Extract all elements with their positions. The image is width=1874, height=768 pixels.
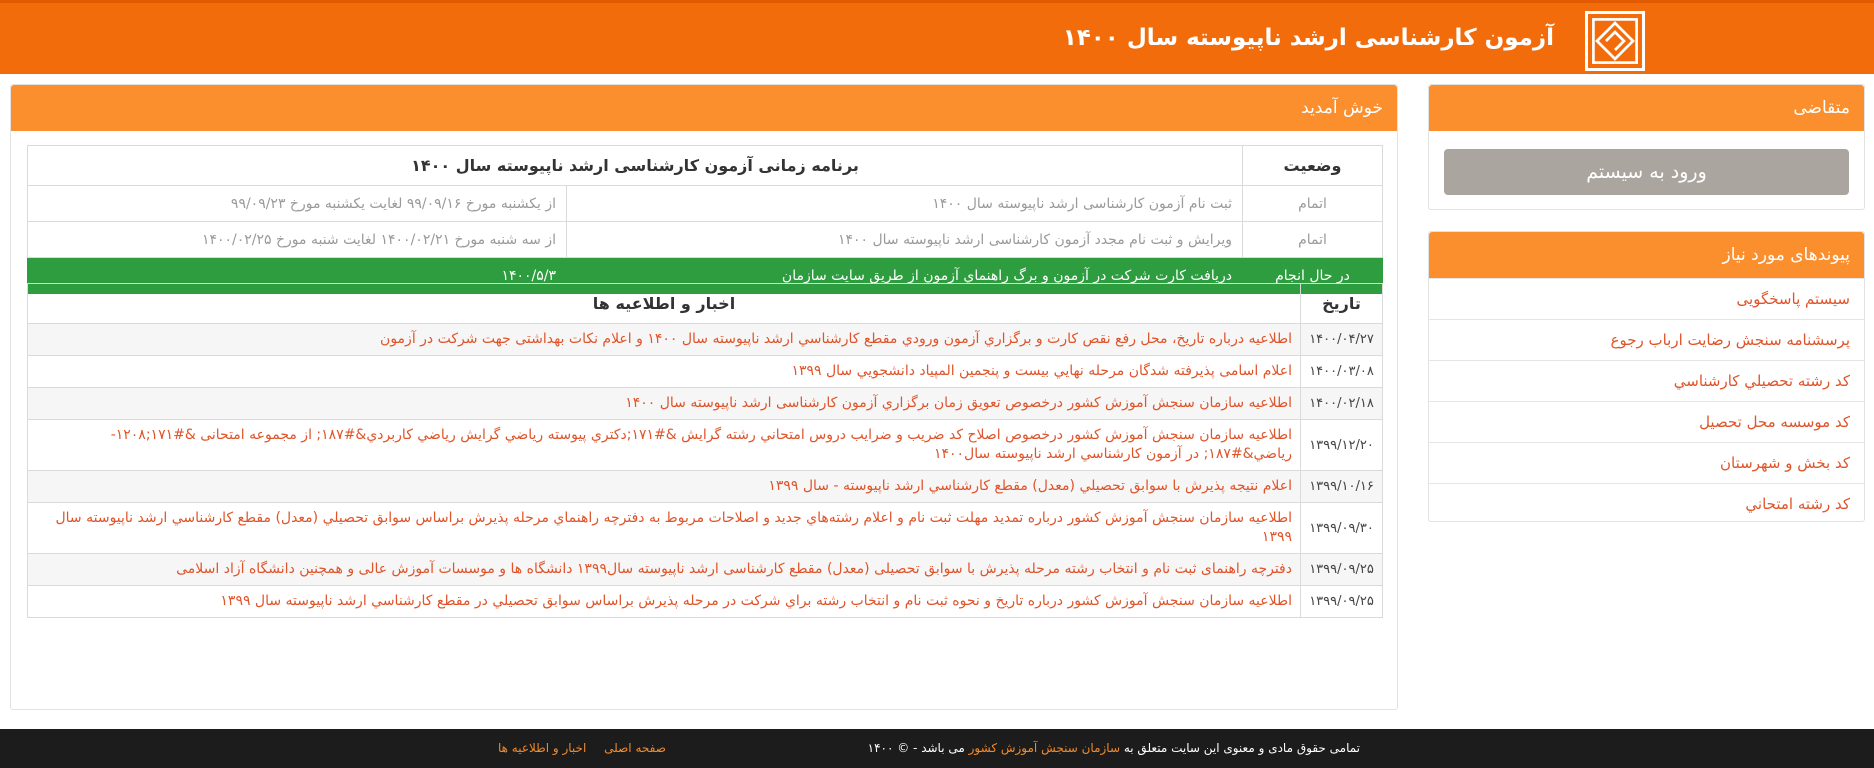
schedule-period-cell: از يكشنبه مورخ ۹۹/۰۹/۱۶ لغايت يكشنبه مورخ ۹۹/۰۹/۲۳ <box>28 186 567 222</box>
links-panel <box>1428 231 1865 522</box>
news-link[interactable]: اعلام اسامی پذیرفته شدگان مرحله نهايي بيست و پنجمين المپياد دانشجويي سال ۱۳۹۹ <box>791 363 1292 379</box>
schedule-column-header: برنامه زمانی آزمون کارشناسی ارشد ناپیوسته سال ۱۴۰۰ <box>28 146 1243 186</box>
sanjesh-logo-icon[interactable] <box>1585 11 1645 71</box>
copyright-org-link[interactable]: سازمان سنجش آموزش کشور <box>968 741 1121 755</box>
news-link[interactable]: اطلاعیه سازمان سنجش آموزش كشور درخصوص اصلاح كد ضريب و ضرايب دروس امتحاني رشته گرايش &#۱۷۱;دكتري پيوسته رياضي گرايش رياضي كاربردي&#۱۸۷; از مجموعه امتحانی &#۱۷۱;۱۲۰۸-رياضي&#۱۸۷; در آزمون كارشناسي ارشد ناپيوسته سال۱۴۰۰ <box>110 427 1292 462</box>
news-row <box>28 586 1383 618</box>
news-table <box>27 283 1383 618</box>
news-row <box>28 420 1383 471</box>
footer-links <box>484 741 666 755</box>
news-row <box>28 503 1383 554</box>
link-response-system[interactable]: سیستم پاسخگویی <box>1429 278 1864 319</box>
schedule-title-cell[interactable]: دریافت كارت شركت در آزمون و برگ راهنماي آزمون از طريق سایت سازمان <box>567 258 1243 294</box>
news-link[interactable]: اطلاعیه سازمان سنجش آموزش کشور درخصوص تعويق زمان برگزاري آزمون كارشناسی ارشد ناپیوسته سال ۱۴۰۰ <box>625 395 1292 411</box>
news-date: ۱۳۹۹/۰۹/۲۵ <box>1301 586 1383 618</box>
link-bachelor-field-code[interactable]: كد رشته تحصيلي كارشناسي <box>1429 360 1864 401</box>
news-link[interactable]: دفترچه راهنمای ثبت نام و انتخاب رشته مرحله پذیرش با سوابق تحصیلی (معدل) مقطع كارشناسی ارشد ناپیوسته سال۱۳۹۹ دانشگاه ها و موسسات آموزش عالی و همچنین دانشگاه آزاد اسلامی <box>176 561 1292 577</box>
link-institution-code[interactable]: كد موسسه محل تحصيل <box>1429 401 1864 442</box>
news-date: ۱۴۰۰/۰۴/۲۷ <box>1301 324 1383 356</box>
schedule-title-cell: ويرايش و ثبت نام مجدد آزمون كارشناسی ارشد ناپيوسته سال ۱۴۰۰ <box>567 222 1243 258</box>
footer-copyright <box>868 741 1360 755</box>
news-row <box>28 388 1383 420</box>
news-date: ۱۳۹۹/۱۲/۲۰ <box>1301 420 1383 471</box>
news-row <box>28 554 1383 586</box>
status-cell: اتمام <box>1243 186 1383 222</box>
login-button[interactable]: ورود به سیستم <box>1444 149 1849 195</box>
news-row <box>28 324 1383 356</box>
link-district-code[interactable]: كد بخش و شهرستان <box>1429 442 1864 483</box>
news-row <box>28 471 1383 503</box>
news-date: ۱۳۹۹/۰۹/۲۵ <box>1301 554 1383 586</box>
news-date: ۱۳۹۹/۱۰/۱۶ <box>1301 471 1383 503</box>
schedule-period-cell: از سه شنبه مورخ ۱۴۰۰/۰۲/۲۱ لغایت شنبه مورخ ۱۴۰۰/۰۲/۲۵ <box>28 222 567 258</box>
copyright-suffix: می باشد - © ۱۴۰۰ <box>867 741 965 755</box>
footer-home-link[interactable]: صفحه اصلی <box>604 741 666 755</box>
news-link[interactable]: اطلاعیه درباره تاریخ، محل رفع نقص کارت و برگزاري آزمون ورودي مقطع كارشناسي ارشد ناپيوسته سال ۱۴۰۰ و اعلام نكات بهداشتی جهت شركت در آزمون <box>380 331 1292 347</box>
news-row <box>28 356 1383 388</box>
status-cell: اتمام <box>1243 222 1383 258</box>
welcome-panel <box>10 84 1398 710</box>
schedule-table <box>27 145 1383 294</box>
copyright-prefix: تمامی حقوق مادی و معنوی این سایت متعلق به <box>1123 741 1360 755</box>
footer <box>0 729 1874 768</box>
schedule-title-cell: ثبت نام آزمون كارشناسی ارشد ناپیوسته سال ۱۴۰۰ <box>567 186 1243 222</box>
news-link[interactable]: اطلاعیه سازمان سنجش آموزش کشور درباره تمديد مهلت ثبت نام و اعلام رشته‌هاي جديد و اصلاحات مربوط به دفترچه راهنماي مرحله پذيرش براساس سوابق تحصيلي (معدل) مقطع كارشناسي ارشد ناپيوسته سال ۱۳۹۹ <box>55 510 1292 545</box>
schedule-period-cell: ۱۴۰۰/۵/۳ <box>28 258 567 294</box>
links-heading: پیوندهای مورد نیاز <box>1429 232 1864 278</box>
news-link[interactable]: اعلام نتيجه پذيرش با سوابق تحصيلي (معدل) مقطع كارشناسي ارشد ناپيوسته - سال ۱۳۹۹ <box>768 478 1292 494</box>
schedule-row <box>28 222 1383 258</box>
applicant-panel <box>1428 84 1865 210</box>
status-cell: در حال انجام <box>1243 258 1383 294</box>
status-column-header: وضعیت <box>1243 146 1383 186</box>
date-column-header: تاریخ <box>1301 284 1383 324</box>
link-exam-field-code[interactable]: كد رشته امتحاني <box>1429 483 1864 524</box>
news-date: ۱۴۰۰/۰۳/۰۸ <box>1301 356 1383 388</box>
applicant-heading: متقاضی <box>1429 85 1864 131</box>
schedule-row <box>28 186 1383 222</box>
news-column-header: اخبار و اطلاعیه ها <box>28 284 1301 324</box>
news-date: ۱۳۹۹/۰۹/۳۰ <box>1301 503 1383 554</box>
news-date: ۱۴۰۰/۰۲/۱۸ <box>1301 388 1383 420</box>
link-satisfaction-survey[interactable]: پرسشنامه سنجش رضایت ارباب رجوع <box>1429 319 1864 360</box>
news-link[interactable]: اطلاعیه سازمان سنجش آموزش کشور درباره تاريخ و نحوه ثبت نام و انتخاب رشته براي شركت در مرحله پذيرش براساس سوابق تحصيلي در مقطع كارشناسي ارشد ناپيوسته سال ۱۳۹۹ <box>220 593 1292 609</box>
top-header <box>0 0 1874 74</box>
welcome-heading: خوش آمدید <box>11 85 1397 131</box>
footer-news-link[interactable]: اخبار و اطلاعیه ها <box>498 741 587 755</box>
site-title: آزمون کارشناسی ارشد ناپیوسته سال ۱۴۰۰ <box>1062 25 1554 51</box>
